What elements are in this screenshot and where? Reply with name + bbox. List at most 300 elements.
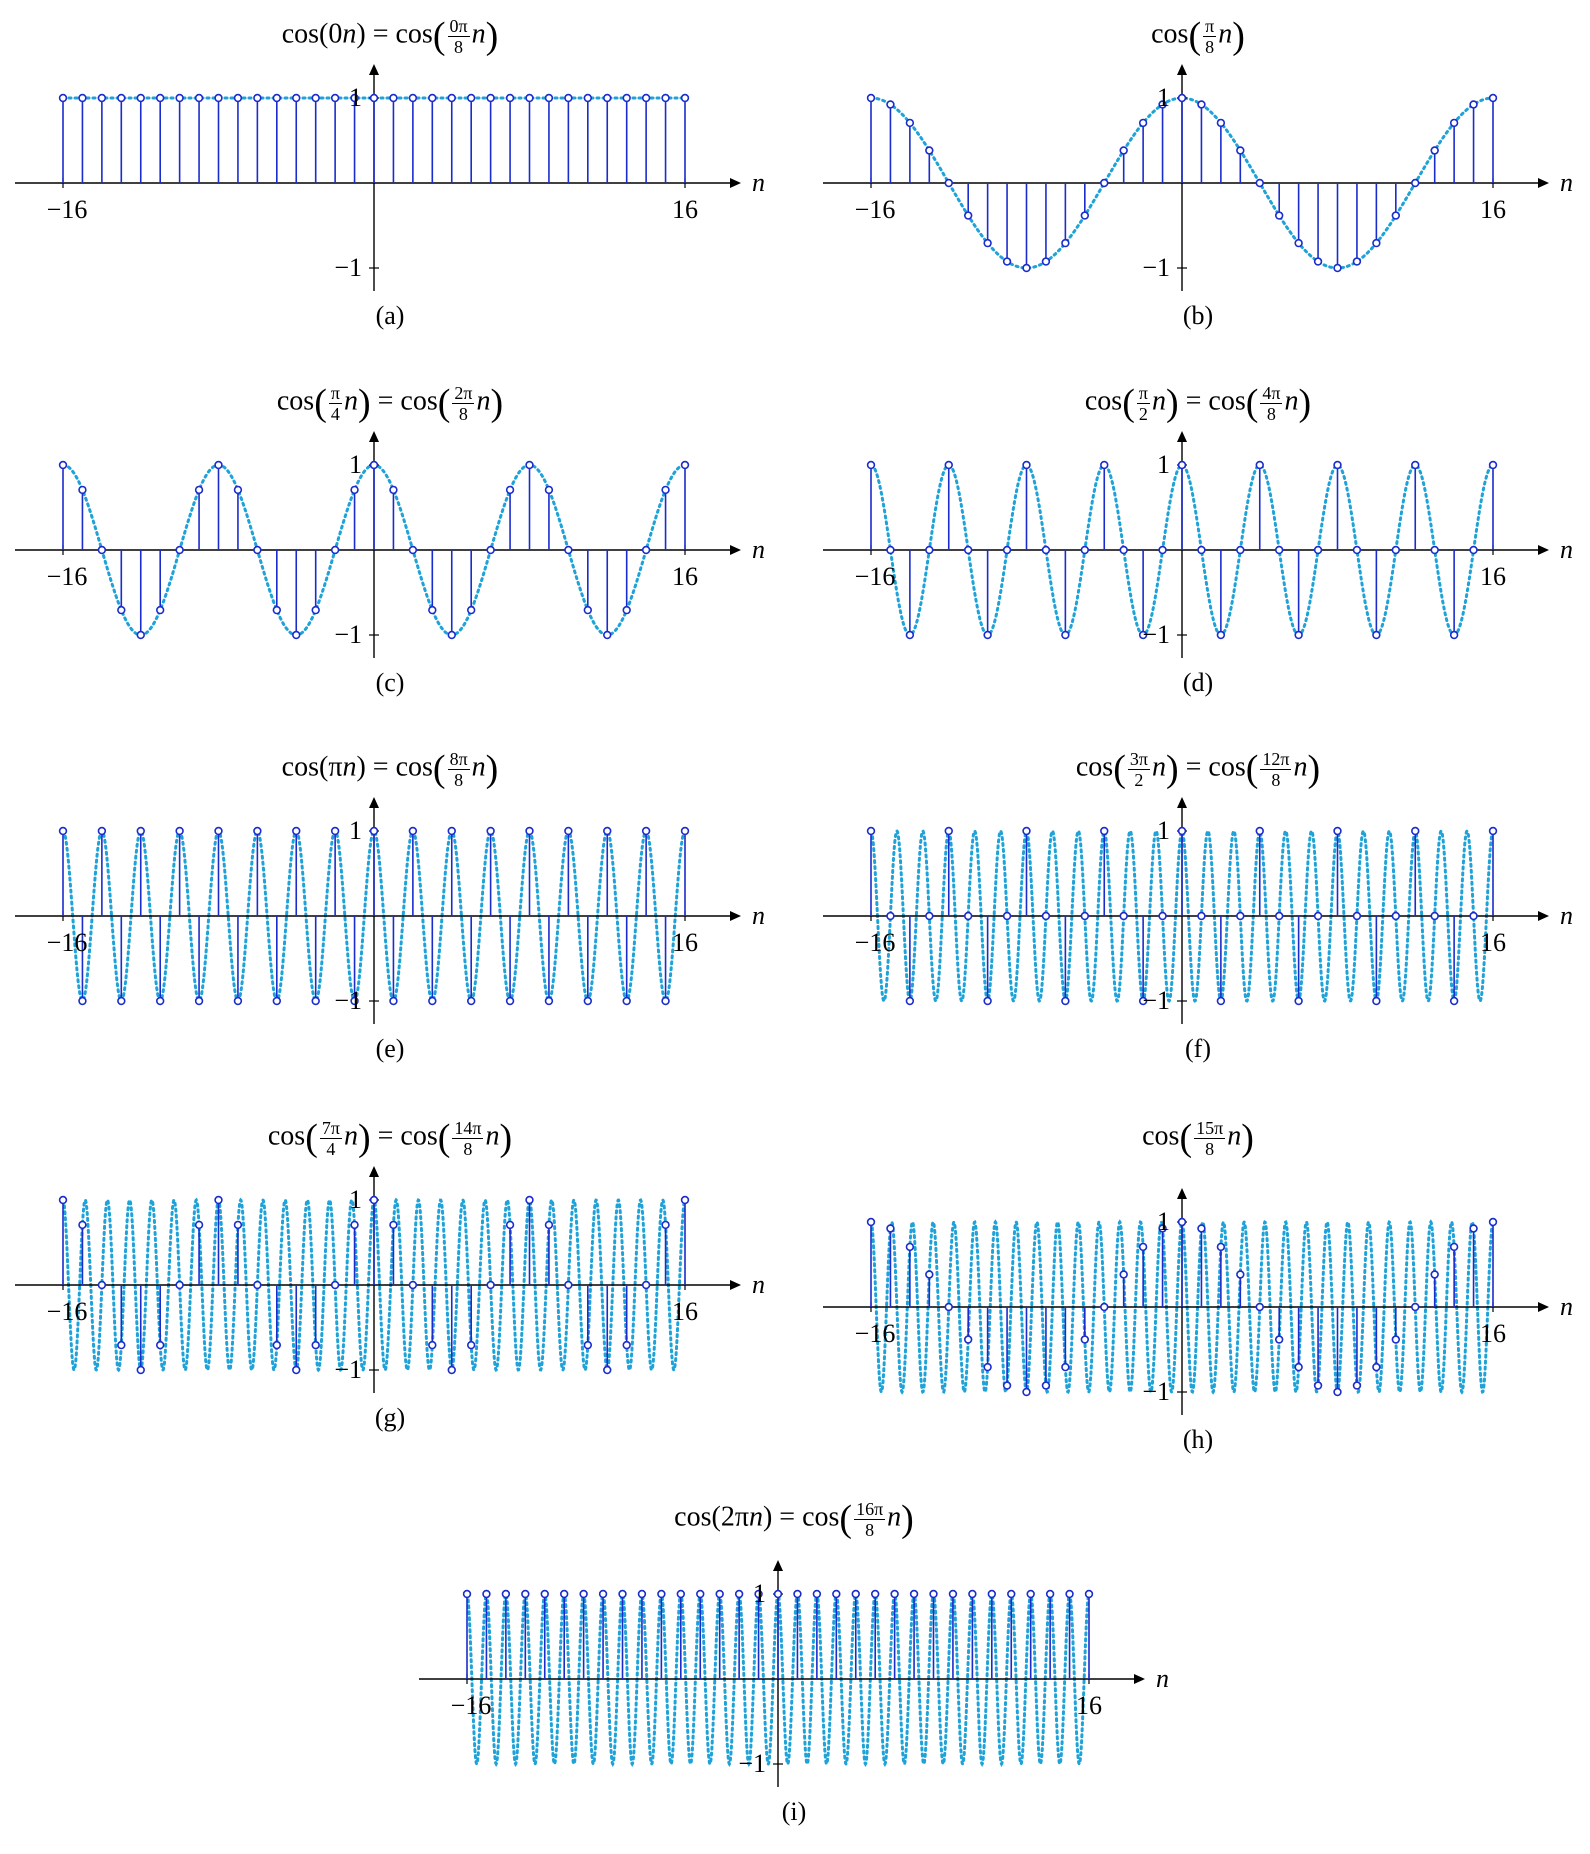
stem-marker bbox=[1490, 462, 1497, 469]
panel-title: cos( $\frac{15\pi}{8}$ n) bbox=[1142, 1117, 1254, 1159]
stem-marker bbox=[1412, 180, 1419, 187]
stem-marker bbox=[1086, 1591, 1093, 1598]
stem-marker bbox=[312, 607, 319, 614]
panel-title: cos( $\frac{7\pi}{4}$ n) = cos( $\frac{14\pi}{8}$ n) bbox=[267, 1117, 513, 1159]
stem-marker bbox=[351, 1221, 358, 1228]
stem-marker bbox=[487, 828, 494, 835]
stem-marker bbox=[600, 1591, 607, 1598]
stem-marker bbox=[619, 1591, 626, 1598]
x-tick-label-left: −16 bbox=[46, 1297, 88, 1326]
stem-marker bbox=[507, 95, 514, 102]
stem-marker bbox=[215, 95, 222, 102]
stem-marker bbox=[1043, 913, 1050, 920]
panel-g bbox=[0, 1102, 780, 1432]
x-tick-label-right: 16 bbox=[1480, 195, 1506, 224]
stem-marker bbox=[906, 998, 913, 1005]
stem-marker bbox=[1198, 1225, 1205, 1232]
stem-marker bbox=[215, 462, 222, 469]
panel-caption: (b) bbox=[1182, 301, 1214, 330]
stem-marker bbox=[1047, 1591, 1054, 1598]
stem-marker bbox=[390, 95, 397, 102]
stem-marker bbox=[662, 998, 669, 1005]
stem-marker bbox=[448, 632, 455, 639]
stem-plot bbox=[0, 1102, 780, 1442]
stem-marker bbox=[623, 998, 630, 1005]
stem-marker bbox=[1179, 828, 1186, 835]
stem-plot bbox=[808, 0, 1588, 340]
y-axis-arrow-icon bbox=[1177, 431, 1187, 442]
stem-marker bbox=[487, 1282, 494, 1289]
y-tick-label-top: 1 bbox=[349, 816, 362, 845]
stem-marker bbox=[526, 1197, 533, 1204]
stem-marker bbox=[1062, 240, 1069, 247]
stem-marker bbox=[906, 119, 913, 126]
stem-marker bbox=[1276, 1336, 1283, 1343]
stem-marker bbox=[662, 95, 669, 102]
stem-marker bbox=[1101, 1304, 1108, 1311]
stem-marker bbox=[1392, 212, 1399, 219]
stem-marker bbox=[643, 1282, 650, 1289]
stem-marker bbox=[604, 632, 611, 639]
x-axis-arrow-icon bbox=[730, 545, 741, 555]
stem-marker bbox=[1179, 95, 1186, 102]
stem-marker bbox=[429, 607, 436, 614]
stem-marker bbox=[1023, 828, 1030, 835]
y-tick-label-top: 1 bbox=[349, 450, 362, 479]
panel-caption: (c) bbox=[375, 668, 405, 697]
x-axis-label: n bbox=[752, 535, 765, 564]
stem-marker bbox=[1334, 462, 1341, 469]
stem-marker bbox=[196, 998, 203, 1005]
stem-marker bbox=[507, 998, 514, 1005]
stem-marker bbox=[546, 1221, 553, 1228]
stem-marker bbox=[273, 1342, 280, 1349]
stem-marker bbox=[1276, 913, 1283, 920]
panel-i bbox=[404, 1483, 1184, 1826]
stem-marker bbox=[1120, 547, 1127, 554]
panel-a bbox=[0, 0, 780, 330]
stem-marker bbox=[965, 1336, 972, 1343]
y-tick-label-top: 1 bbox=[1157, 83, 1170, 112]
stem-marker bbox=[926, 913, 933, 920]
x-tick-label-left: −16 bbox=[46, 928, 88, 957]
stem-marker bbox=[390, 998, 397, 1005]
stem-marker bbox=[682, 1197, 689, 1204]
stem-marker bbox=[868, 828, 875, 835]
stem-marker bbox=[930, 1591, 937, 1598]
stem-marker bbox=[643, 547, 650, 554]
stem-marker bbox=[565, 828, 572, 835]
stem-marker bbox=[1081, 913, 1088, 920]
x-tick-label-right: 16 bbox=[672, 928, 698, 957]
stem-marker bbox=[643, 95, 650, 102]
stem-marker bbox=[1004, 258, 1011, 265]
stem-marker bbox=[1256, 180, 1263, 187]
y-axis-arrow-icon bbox=[369, 797, 379, 808]
panel-caption: (a) bbox=[375, 301, 405, 330]
stem-marker bbox=[658, 1591, 665, 1598]
x-axis-label: n bbox=[1560, 901, 1573, 930]
x-axis-arrow-icon bbox=[1134, 1674, 1145, 1684]
stem-marker bbox=[409, 828, 416, 835]
stem-marker bbox=[137, 828, 144, 835]
stem-marker bbox=[293, 632, 300, 639]
stem-marker bbox=[1315, 1382, 1322, 1389]
stem-marker bbox=[887, 101, 894, 108]
stem-marker bbox=[1276, 547, 1283, 554]
stem-marker bbox=[351, 486, 358, 493]
stem-marker bbox=[1066, 1591, 1073, 1598]
panel-caption: (d) bbox=[1182, 668, 1214, 697]
y-tick-label-bottom: −1 bbox=[738, 1749, 766, 1778]
stem-marker bbox=[580, 1591, 587, 1598]
panel-title: cos( $\frac{\pi}{8}$ n) bbox=[1151, 15, 1245, 57]
stem-plot bbox=[808, 733, 1588, 1073]
stem-marker bbox=[1237, 547, 1244, 554]
x-axis-label: n bbox=[752, 901, 765, 930]
stem-marker bbox=[984, 998, 991, 1005]
y-tick-label-bottom: −1 bbox=[334, 986, 362, 1015]
panel-title: cos( $\frac{\pi}{4}$ n) = cos( $\frac{2\pi}{8}$ n) bbox=[276, 382, 504, 424]
x-axis-label: n bbox=[752, 168, 765, 197]
stem-marker bbox=[235, 1221, 242, 1228]
stem-marker bbox=[852, 1591, 859, 1598]
panel-caption: (e) bbox=[375, 1034, 405, 1063]
stem-marker bbox=[507, 1221, 514, 1228]
stem-marker bbox=[565, 547, 572, 554]
stem-marker bbox=[1392, 913, 1399, 920]
stem-marker bbox=[891, 1591, 898, 1598]
stem-marker bbox=[273, 998, 280, 1005]
stem-marker bbox=[429, 998, 436, 1005]
x-axis-label: n bbox=[752, 1270, 765, 1299]
stem-marker bbox=[448, 95, 455, 102]
y-tick-label-bottom: −1 bbox=[1142, 986, 1170, 1015]
x-tick-label-left: −16 bbox=[854, 1319, 896, 1348]
stem-marker bbox=[833, 1591, 840, 1598]
stem-marker bbox=[682, 462, 689, 469]
stem-marker bbox=[137, 632, 144, 639]
stem-marker bbox=[984, 632, 991, 639]
stem-marker bbox=[157, 998, 164, 1005]
stem-marker bbox=[1198, 913, 1205, 920]
stem-marker bbox=[813, 1591, 820, 1598]
panel-h bbox=[808, 1102, 1588, 1454]
x-tick-label-right: 16 bbox=[672, 1297, 698, 1326]
stem-marker bbox=[526, 828, 533, 835]
panel-d bbox=[808, 367, 1588, 697]
x-axis-arrow-icon bbox=[730, 178, 741, 188]
stem-marker bbox=[1354, 1382, 1361, 1389]
x-axis-label: n bbox=[1560, 1292, 1573, 1321]
stem-marker bbox=[906, 1243, 913, 1250]
stem-marker bbox=[623, 1342, 630, 1349]
stem-marker bbox=[1179, 1219, 1186, 1226]
stem-marker bbox=[176, 828, 183, 835]
stem-marker bbox=[1043, 547, 1050, 554]
stem-marker bbox=[390, 1221, 397, 1228]
stem-marker bbox=[235, 998, 242, 1005]
stem-marker bbox=[623, 95, 630, 102]
stem-marker bbox=[1256, 1304, 1263, 1311]
stem-marker bbox=[662, 486, 669, 493]
x-tick-label-left: −16 bbox=[450, 1691, 492, 1720]
stem-marker bbox=[1431, 1271, 1438, 1278]
y-tick-label-top: 1 bbox=[1157, 816, 1170, 845]
stem-marker bbox=[546, 998, 553, 1005]
stem-marker bbox=[1217, 632, 1224, 639]
stem-marker bbox=[215, 1197, 222, 1204]
stem-marker bbox=[1392, 1336, 1399, 1343]
stem-marker bbox=[332, 1282, 339, 1289]
stem-marker bbox=[887, 547, 894, 554]
stem-marker bbox=[1217, 119, 1224, 126]
stem-marker bbox=[1004, 913, 1011, 920]
stem-marker bbox=[945, 180, 952, 187]
stem-marker bbox=[1295, 240, 1302, 247]
stem-marker bbox=[137, 95, 144, 102]
x-axis-arrow-icon bbox=[1538, 911, 1549, 921]
stem-marker bbox=[887, 913, 894, 920]
x-tick-label-left: −16 bbox=[46, 195, 88, 224]
panel-caption: (f) bbox=[1185, 1034, 1211, 1063]
stem-marker bbox=[623, 607, 630, 614]
stem-marker bbox=[1431, 913, 1438, 920]
stem-marker bbox=[988, 1591, 995, 1598]
stem-marker bbox=[965, 547, 972, 554]
stem-marker bbox=[1198, 101, 1205, 108]
stem-marker bbox=[984, 1364, 991, 1371]
y-tick-label-top: 1 bbox=[1157, 450, 1170, 479]
stem-marker bbox=[1237, 1271, 1244, 1278]
y-axis-arrow-icon bbox=[773, 1560, 783, 1571]
x-axis-label: n bbox=[1560, 535, 1573, 564]
stem-marker bbox=[1431, 147, 1438, 154]
stem-marker bbox=[1159, 547, 1166, 554]
stem-marker bbox=[1470, 1225, 1477, 1232]
stem-marker bbox=[1217, 1243, 1224, 1250]
stem-marker bbox=[464, 1591, 471, 1598]
stem-marker bbox=[1373, 1364, 1380, 1371]
stem-marker bbox=[697, 1591, 704, 1598]
stem-marker bbox=[1451, 119, 1458, 126]
y-axis-arrow-icon bbox=[369, 64, 379, 75]
stem-marker bbox=[235, 95, 242, 102]
stem-marker bbox=[502, 1591, 509, 1598]
stem-marker bbox=[98, 1282, 105, 1289]
stem-marker bbox=[79, 1221, 86, 1228]
stem-marker bbox=[1412, 462, 1419, 469]
stem-marker bbox=[565, 95, 572, 102]
stem-marker bbox=[1451, 632, 1458, 639]
stem-marker bbox=[254, 828, 261, 835]
x-tick-label-right: 16 bbox=[1480, 928, 1506, 957]
stem-marker bbox=[176, 95, 183, 102]
stem-marker bbox=[945, 828, 952, 835]
stem-marker bbox=[118, 607, 125, 614]
stem-marker bbox=[293, 1367, 300, 1374]
stem-plot bbox=[0, 367, 780, 707]
y-tick-label-top: 1 bbox=[1157, 1207, 1170, 1236]
stem-marker bbox=[736, 1591, 743, 1598]
stem-marker bbox=[1120, 1271, 1127, 1278]
stem-marker bbox=[60, 95, 67, 102]
stem-marker bbox=[541, 1591, 548, 1598]
stem-marker bbox=[1237, 913, 1244, 920]
stem-marker bbox=[1081, 547, 1088, 554]
stem-marker bbox=[483, 1591, 490, 1598]
stem-marker bbox=[293, 828, 300, 835]
stem-marker bbox=[1412, 1304, 1419, 1311]
stem-plot bbox=[808, 367, 1588, 707]
stem-marker bbox=[682, 95, 689, 102]
stem-marker bbox=[98, 547, 105, 554]
stem-marker bbox=[1334, 1389, 1341, 1396]
stem-marker bbox=[312, 998, 319, 1005]
stem-marker bbox=[1451, 998, 1458, 1005]
stem-marker bbox=[868, 1219, 875, 1226]
y-tick-label-bottom: −1 bbox=[334, 253, 362, 282]
stem-marker bbox=[1179, 462, 1186, 469]
stem-marker bbox=[639, 1591, 646, 1598]
stem-marker bbox=[1373, 240, 1380, 247]
stem-marker bbox=[561, 1591, 568, 1598]
stem-marker bbox=[526, 95, 533, 102]
panel-caption: (h) bbox=[1182, 1425, 1214, 1454]
x-tick-label-left: −16 bbox=[46, 562, 88, 591]
stem-marker bbox=[1490, 828, 1497, 835]
stem-marker bbox=[1101, 180, 1108, 187]
y-tick-label-top: 1 bbox=[349, 83, 362, 112]
stem-marker bbox=[1490, 1219, 1497, 1226]
stem-marker bbox=[969, 1591, 976, 1598]
stem-marker bbox=[1354, 547, 1361, 554]
stem-marker bbox=[1004, 547, 1011, 554]
stem-marker bbox=[409, 95, 416, 102]
stem-marker bbox=[984, 240, 991, 247]
y-tick-label-bottom: −1 bbox=[334, 1355, 362, 1384]
stem-marker bbox=[118, 998, 125, 1005]
stem-marker bbox=[775, 1591, 782, 1598]
stem-marker bbox=[98, 828, 105, 835]
stem-marker bbox=[1470, 101, 1477, 108]
stem-marker bbox=[273, 95, 280, 102]
x-axis-arrow-icon bbox=[730, 1280, 741, 1290]
stem-marker bbox=[1120, 147, 1127, 154]
y-tick-label-bottom: −1 bbox=[1142, 253, 1170, 282]
stem-marker bbox=[1062, 998, 1069, 1005]
stem-marker bbox=[332, 828, 339, 835]
stem-marker bbox=[1295, 632, 1302, 639]
y-tick-label-top: 1 bbox=[753, 1579, 766, 1608]
stem-marker bbox=[1023, 265, 1030, 272]
stem-marker bbox=[196, 1221, 203, 1228]
x-axis-arrow-icon bbox=[730, 911, 741, 921]
stem-marker bbox=[468, 95, 475, 102]
stem-marker bbox=[1198, 547, 1205, 554]
stem-marker bbox=[429, 95, 436, 102]
x-tick-label-right: 16 bbox=[672, 195, 698, 224]
stem-marker bbox=[468, 607, 475, 614]
stem-marker bbox=[1140, 119, 1147, 126]
stem-marker bbox=[926, 1271, 933, 1278]
stem-marker bbox=[118, 95, 125, 102]
stem-marker bbox=[79, 486, 86, 493]
y-tick-label-bottom: −1 bbox=[1142, 1377, 1170, 1406]
stem-marker bbox=[1431, 547, 1438, 554]
stem-marker bbox=[1062, 1364, 1069, 1371]
y-axis-arrow-icon bbox=[1177, 797, 1187, 808]
stem-marker bbox=[1237, 147, 1244, 154]
stem-marker bbox=[332, 547, 339, 554]
x-tick-label-left: −16 bbox=[854, 195, 896, 224]
stem-marker bbox=[332, 95, 339, 102]
stem-marker bbox=[906, 632, 913, 639]
stem-marker bbox=[1043, 1382, 1050, 1389]
stem-marker bbox=[1023, 462, 1030, 469]
stem-marker bbox=[1081, 1336, 1088, 1343]
stem-marker bbox=[196, 486, 203, 493]
stem-marker bbox=[926, 147, 933, 154]
panel-caption: (g) bbox=[374, 1403, 406, 1432]
stem-marker bbox=[945, 462, 952, 469]
stem-marker bbox=[429, 1342, 436, 1349]
panel-title: cos(2πn) = cos( $\frac{16\pi}{8}$ n) bbox=[674, 1498, 914, 1540]
stem-plot bbox=[0, 733, 780, 1073]
stem-plot bbox=[404, 1483, 1184, 1823]
stem-marker bbox=[1315, 547, 1322, 554]
stem-marker bbox=[312, 1342, 319, 1349]
panel-title: cos(πn) = cos( $\frac{8\pi}{8}$ n) bbox=[281, 748, 499, 790]
stem-marker bbox=[604, 95, 611, 102]
stem-marker bbox=[79, 95, 86, 102]
stem-marker bbox=[1276, 212, 1283, 219]
stem-marker bbox=[1334, 265, 1341, 272]
stem-marker bbox=[584, 95, 591, 102]
stem-marker bbox=[1140, 1243, 1147, 1250]
x-axis-arrow-icon bbox=[1538, 1302, 1549, 1312]
x-axis-label: n bbox=[1156, 1664, 1169, 1693]
stem-marker bbox=[1392, 547, 1399, 554]
stem-marker bbox=[409, 1282, 416, 1289]
stem-marker bbox=[872, 1591, 879, 1598]
stem-marker bbox=[468, 1342, 475, 1349]
stem-marker bbox=[887, 1225, 894, 1232]
y-tick-label-bottom: −1 bbox=[1142, 620, 1170, 649]
y-axis-arrow-icon bbox=[1177, 64, 1187, 75]
stem-marker bbox=[584, 998, 591, 1005]
stem-marker bbox=[643, 828, 650, 835]
stem-marker bbox=[390, 486, 397, 493]
stem-marker bbox=[371, 95, 378, 102]
stem-marker bbox=[1315, 913, 1322, 920]
stem-marker bbox=[137, 1367, 144, 1374]
x-tick-label-right: 16 bbox=[1480, 1319, 1506, 1348]
stem-marker bbox=[1354, 913, 1361, 920]
stem-marker bbox=[565, 1282, 572, 1289]
stem-marker bbox=[1373, 998, 1380, 1005]
stem-marker bbox=[677, 1591, 684, 1598]
stem-marker bbox=[926, 547, 933, 554]
stem-marker bbox=[1027, 1591, 1034, 1598]
stem-marker bbox=[546, 95, 553, 102]
stem-marker bbox=[176, 1282, 183, 1289]
stem-marker bbox=[312, 95, 319, 102]
stem-marker bbox=[448, 1367, 455, 1374]
stem-marker bbox=[215, 828, 222, 835]
stem-marker bbox=[60, 1197, 67, 1204]
stem-marker bbox=[1217, 998, 1224, 1005]
